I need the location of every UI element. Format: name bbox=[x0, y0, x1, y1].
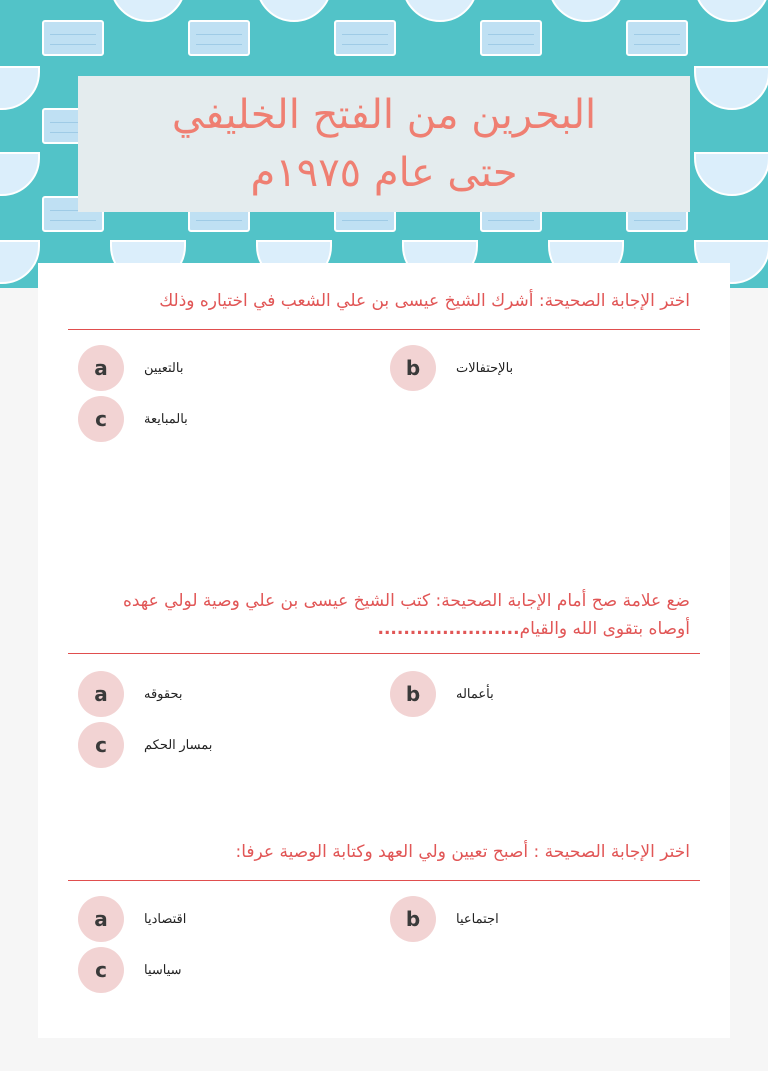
option-letter-badge[interactable]: b bbox=[390, 671, 436, 717]
question-text-main: ضع علامة صح أمام الإجابة الصحيحة: كتب الشيخ عيسى بن علي وصية لولي عهده أوصاه بتقوى الله والقيام bbox=[122, 591, 690, 639]
page-title: البحرين من الفتح الخليفي bbox=[171, 92, 597, 138]
page-subtitle: حتى عام ١٩٧٥م bbox=[250, 150, 518, 196]
option-label: اجتماعيا bbox=[456, 911, 499, 926]
question-text-main: اختر الإجابة الصحيحة : أصبح تعيين ولي العهد وكتابة الوصية عرفا: bbox=[235, 842, 690, 862]
option-label: سياسيا bbox=[144, 962, 182, 977]
option-label: بالمبايعة bbox=[144, 411, 188, 426]
option-label: بالإحتفالات bbox=[456, 360, 514, 375]
mask-pattern-icon bbox=[694, 0, 768, 22]
title-box bbox=[78, 76, 690, 212]
option-letter-badge[interactable]: a bbox=[78, 671, 124, 717]
option-letter-badge[interactable]: c bbox=[78, 947, 124, 993]
mask-pattern-icon bbox=[626, 20, 688, 56]
question-divider bbox=[68, 880, 700, 881]
option-letter-badge[interactable]: a bbox=[78, 896, 124, 942]
question-text-main: اختر الإجابة الصحيحة: أشرك الشيخ عيسى بن علي الشعب في اختياره وذلك bbox=[159, 291, 690, 311]
option-label: بحقوقه bbox=[144, 686, 183, 701]
option-a[interactable] bbox=[78, 896, 186, 942]
mask-pattern-icon bbox=[480, 20, 542, 56]
option-label: اقتصاديا bbox=[144, 911, 187, 926]
question-divider bbox=[68, 329, 700, 330]
option-b[interactable] bbox=[390, 671, 494, 717]
mask-pattern-icon bbox=[0, 66, 40, 110]
mask-pattern-icon bbox=[694, 152, 768, 196]
option-label: بمسار الحكم bbox=[144, 737, 213, 752]
option-c[interactable] bbox=[78, 396, 188, 442]
mask-pattern-icon bbox=[548, 0, 624, 22]
mask-pattern-icon bbox=[256, 0, 332, 22]
option-letter-badge[interactable]: b bbox=[390, 345, 436, 391]
option-a[interactable] bbox=[78, 671, 183, 717]
option-b[interactable] bbox=[390, 345, 513, 391]
mask-pattern-icon bbox=[42, 20, 104, 56]
question-2 bbox=[68, 587, 700, 654]
option-label: بالتعيين bbox=[144, 360, 184, 375]
option-b[interactable] bbox=[390, 896, 499, 942]
question-text bbox=[68, 838, 700, 866]
answer-blank: ...................... bbox=[377, 619, 520, 639]
option-letter-badge[interactable]: c bbox=[78, 396, 124, 442]
question-text bbox=[68, 287, 700, 315]
question-3 bbox=[68, 838, 700, 881]
header-banner bbox=[0, 0, 768, 288]
option-c[interactable] bbox=[78, 947, 182, 993]
question-divider bbox=[68, 653, 700, 654]
option-letter-badge[interactable]: c bbox=[78, 722, 124, 768]
option-letter-badge[interactable]: b bbox=[390, 896, 436, 942]
mask-pattern-icon bbox=[0, 240, 40, 284]
mask-pattern-icon bbox=[110, 0, 186, 22]
option-a[interactable] bbox=[78, 345, 183, 391]
option-label: بأعماله bbox=[456, 686, 494, 701]
mask-pattern-icon bbox=[334, 20, 396, 56]
mask-pattern-icon bbox=[402, 0, 478, 22]
option-c[interactable] bbox=[78, 722, 212, 768]
mask-pattern-icon bbox=[694, 66, 768, 110]
mask-pattern-icon bbox=[188, 20, 250, 56]
question-1 bbox=[68, 287, 700, 330]
question-text bbox=[68, 587, 700, 643]
option-letter-badge[interactable]: a bbox=[78, 345, 124, 391]
mask-pattern-icon bbox=[0, 152, 40, 196]
quiz-card bbox=[38, 263, 730, 1038]
